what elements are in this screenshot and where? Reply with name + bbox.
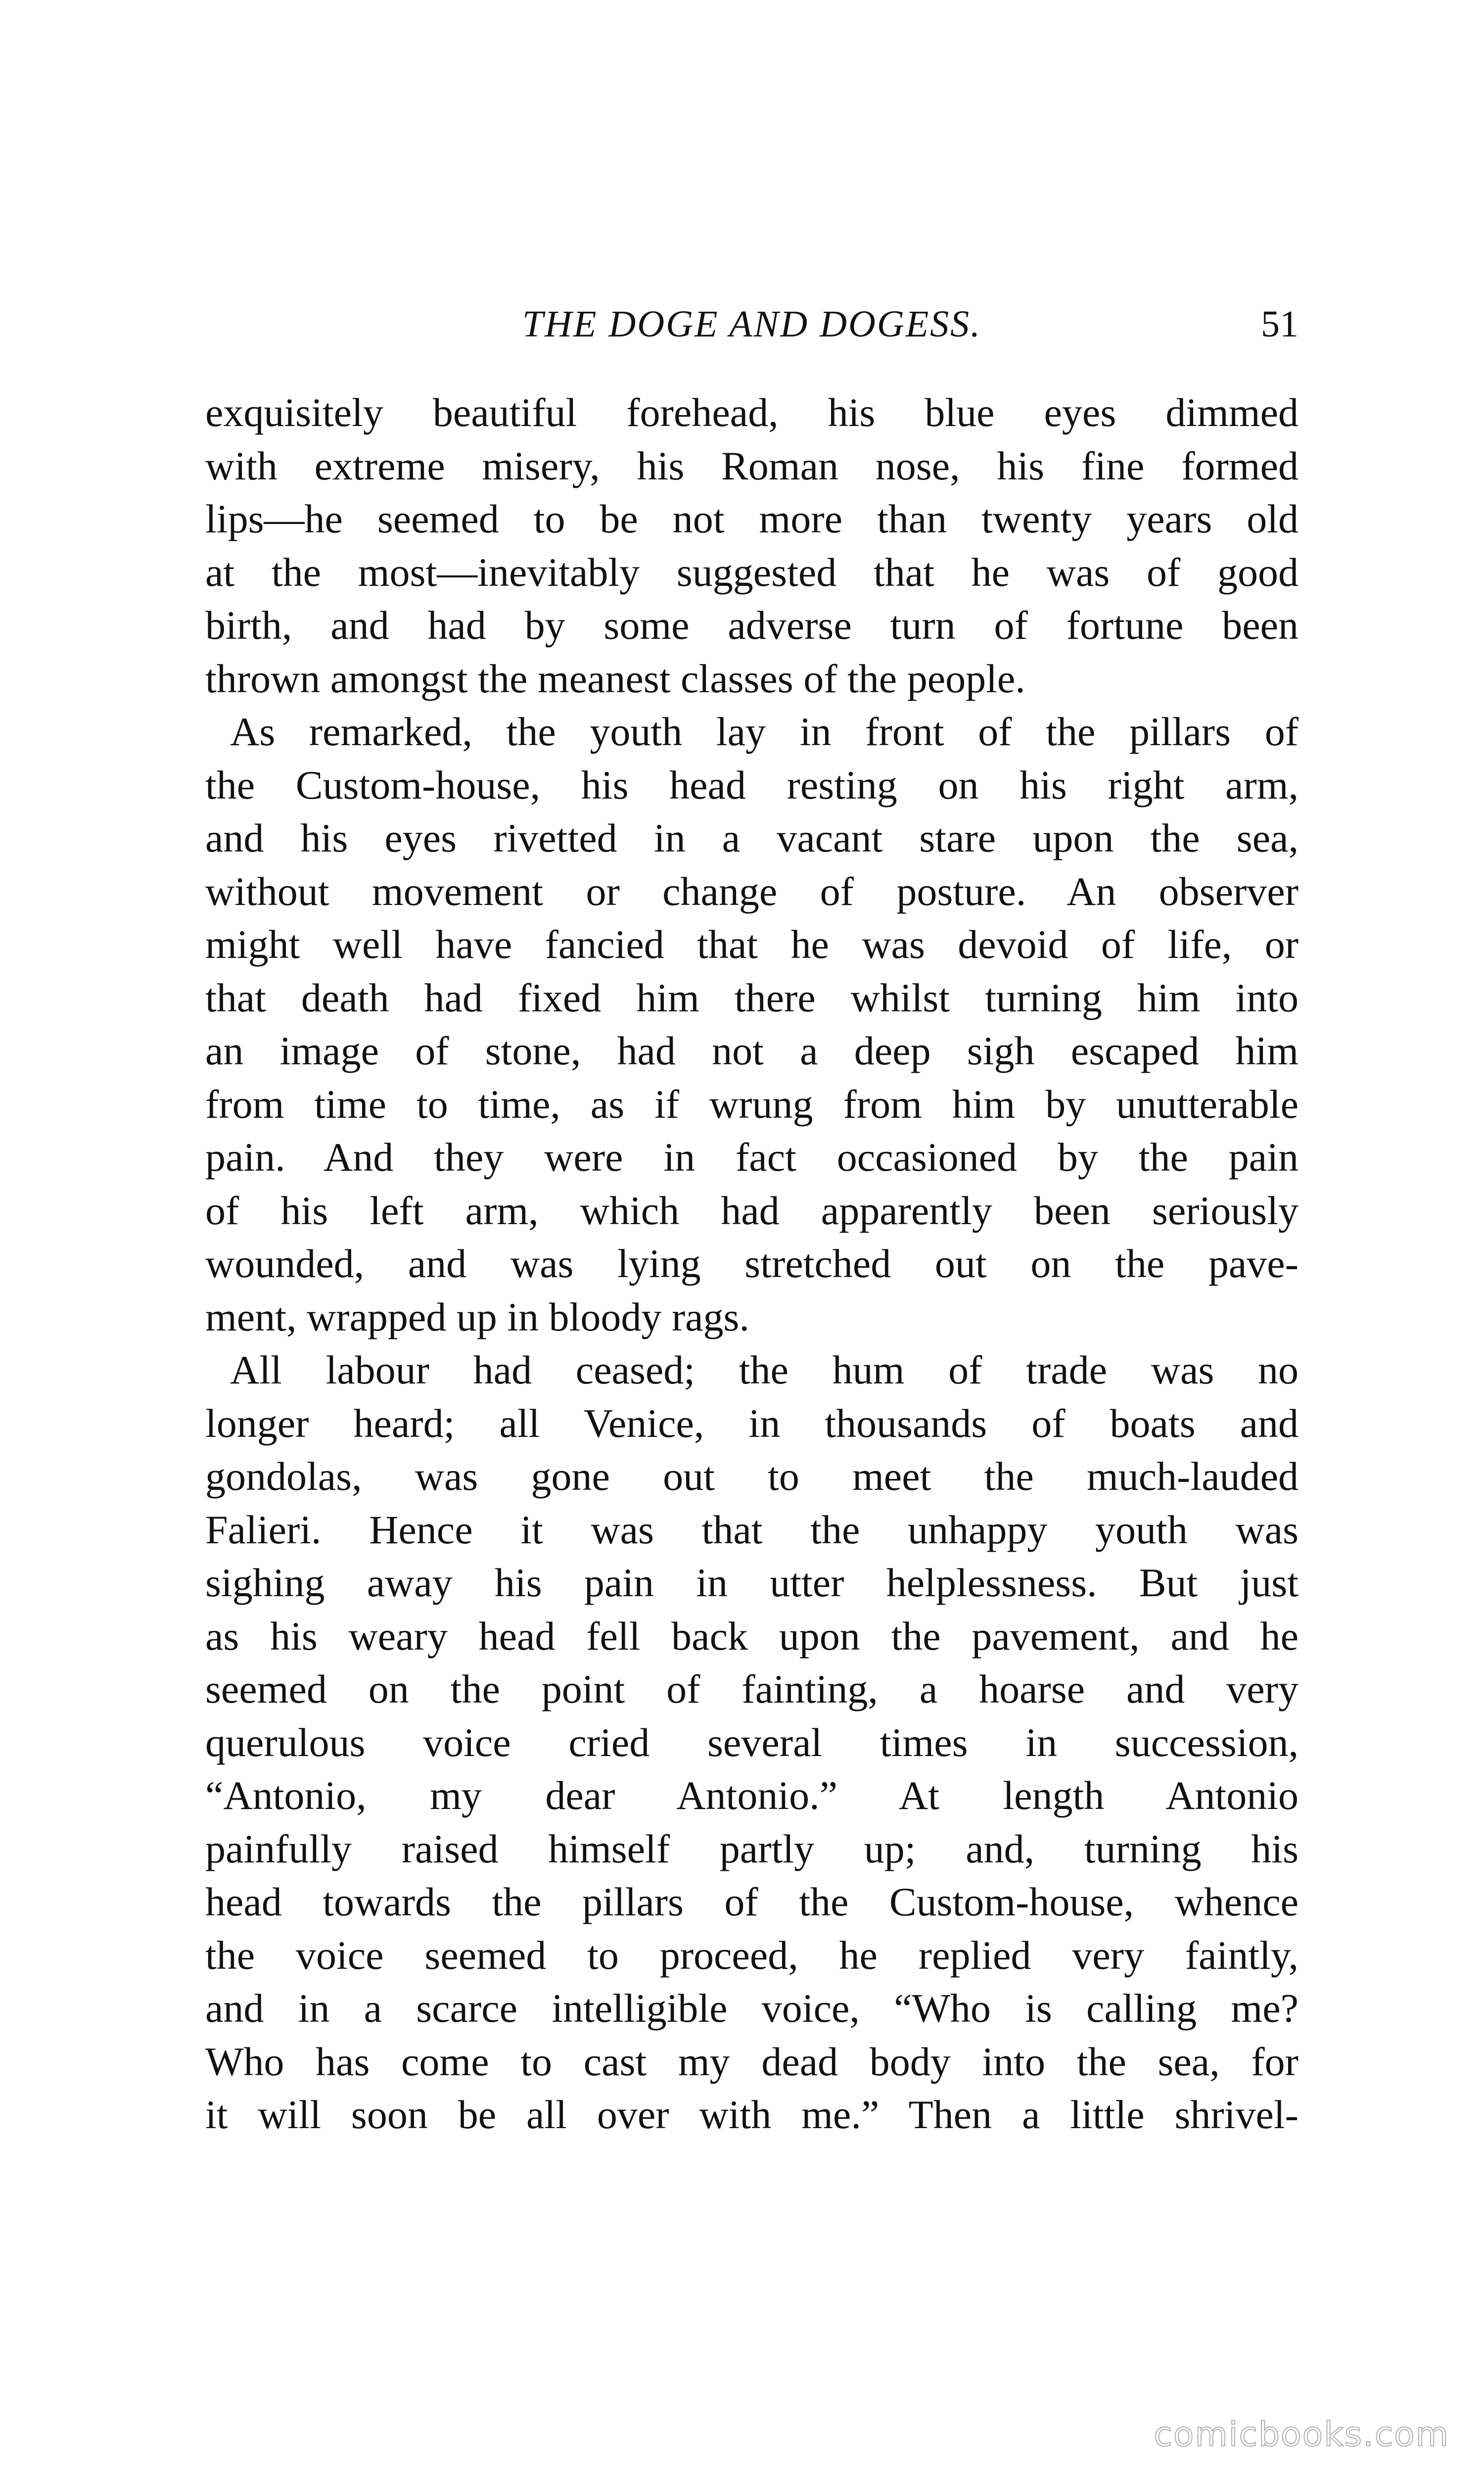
text-line: it will soon be all over with me.” Then a little shrivel- xyxy=(205,2092,1298,2137)
text-line: Who has come to cast my dead body into the sea, for xyxy=(205,2039,1298,2084)
text-line: without movement or change of posture. An observer xyxy=(205,868,1298,914)
text-line: the voice seemed to proceed, he replied very faintly, xyxy=(205,1932,1298,1978)
text-line: from time to time, as if wrung from him by unutterable xyxy=(205,1081,1298,1127)
running-head xyxy=(205,294,1298,354)
text-line: wounded, and was lying stretched out on the pave- xyxy=(205,1241,1298,1286)
text-line: that death had fixed him there whilst turning him into xyxy=(205,975,1298,1020)
text-line: birth, and had by some adverse turn of fortune been xyxy=(205,603,1298,648)
text-line: querulous voice cried several times in succession, xyxy=(205,1719,1298,1765)
watermark: comicbooks.com xyxy=(1154,2415,1449,2454)
text-line: thrown amongst the meanest classes of the people. xyxy=(205,656,1025,701)
text-line: the Custom-house, his head resting on his right arm, xyxy=(205,762,1298,808)
text-line: head towards the pillars of the Custom-house, whence xyxy=(205,1879,1298,1924)
text-line: longer heard; all Venice, in thousands of boats and xyxy=(205,1400,1298,1446)
text-line: exquisitely beautiful forehead, his blue eyes dimmed xyxy=(205,390,1298,435)
body-text xyxy=(205,386,1298,2141)
text-line: sighing away his pain in utter helplessness. But just xyxy=(205,1560,1298,1605)
text-line: an image of stone, had not a deep sigh escaped him xyxy=(205,1028,1298,1073)
text-line: with extreme misery, his Roman nose, his fine formed xyxy=(205,443,1298,488)
text-line: “Antonio, my dear Antonio.” At length Antonio xyxy=(205,1773,1298,1818)
text-line: ment, wrapped up in bloody rags. xyxy=(205,1294,749,1339)
text-line: at the most—inevitably suggested that he was of good xyxy=(205,549,1298,595)
running-title: THE DOGE AND DOGESS. xyxy=(522,303,982,345)
text-line: and his eyes rivetted in a vacant stare upon the sea, xyxy=(205,815,1298,860)
text-line: Falieri. Hence it was that the unhappy youth was xyxy=(205,1507,1298,1552)
text-line: painfully raised himself partly up; and, turning his xyxy=(205,1826,1298,1871)
text-line: might well have fancied that he was devoid of life, or xyxy=(205,922,1298,967)
paragraph-start-line: As remarked, the youth lay in front of the pillars of xyxy=(230,709,1298,754)
text-line: pain. And they were in fact occasioned by the pain xyxy=(205,1135,1298,1180)
paragraph-start-line: All labour had ceased; the hum of trade was no xyxy=(230,1347,1298,1392)
text-line: of his left arm, which had apparently been seriously xyxy=(205,1188,1298,1233)
text-line: and in a scarce intelligible voice, “Who is calling me? xyxy=(205,1986,1298,2031)
text-line: seemed on the point of fainting, a hoarse and very xyxy=(205,1666,1298,1712)
text-line: lips—he seemed to be not more than twenty years old xyxy=(205,496,1298,541)
text-line: gondolas, was gone out to meet the much-lauded xyxy=(205,1454,1298,1499)
page-number: 51 xyxy=(1261,303,1298,345)
text-line: as his weary head fell back upon the pavement, and he xyxy=(205,1613,1298,1659)
